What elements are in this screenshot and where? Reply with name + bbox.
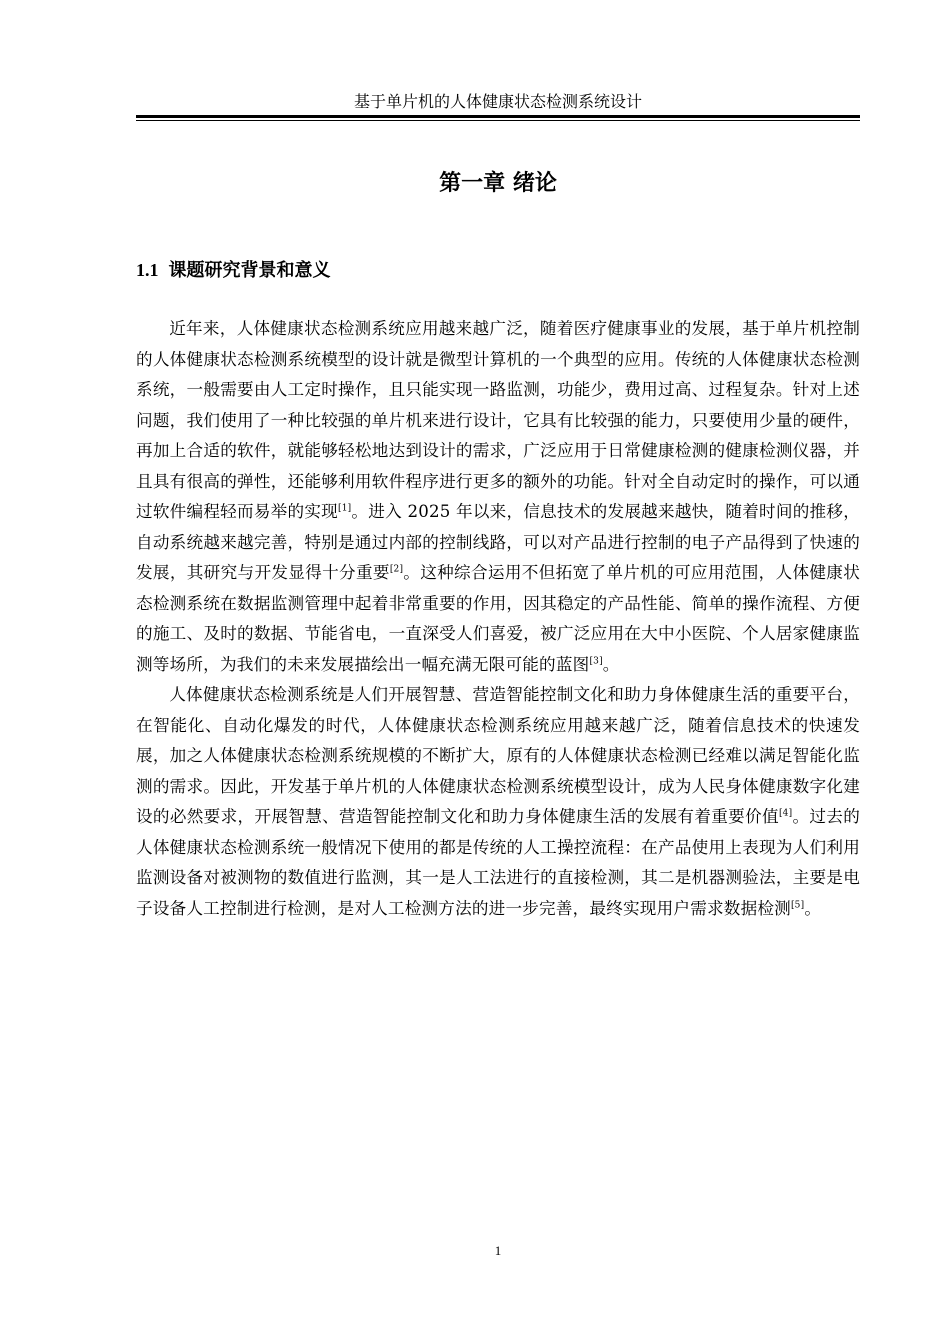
page-header: 基于单片机的人体健康状态检测系统设计 bbox=[353, 92, 642, 111]
citation: [2] bbox=[389, 564, 404, 575]
citation: [4] bbox=[778, 808, 793, 819]
paragraph-text: 。进入 2025 年以来，信息技术的发展越来越快，随着时间的推移，自动系统越来越完善，特别是通过内部的控制线路，可以对产品进行控制的电子产品得到了快速的发展，其研究与开发显得十分重要 bbox=[136, 502, 860, 582]
citation: [3] bbox=[589, 655, 603, 666]
page-number: 1 bbox=[494, 1243, 502, 1258]
body-text bbox=[136, 314, 860, 924]
paragraph-text: 。这种综合运用不但拓宽了单片机的可应用范围，人体健康状态检测系统在数据监测管理中起着非常重要的作用，因其稳定的产品性能、简单的操作流程、方便的施工、及时的数据、节能省电，一直深受人们喜爱，被广泛应用在大中小医院、个人居家健康监测等场所，为我们的未来发展描绘出一幅充满无限可能的蓝图 bbox=[136, 563, 861, 674]
chapter-title: 第一章 绪论 bbox=[439, 171, 557, 196]
paragraph bbox=[136, 314, 860, 680]
paragraph-text: 近年来，人体健康状态检测系统应用越来越广泛，随着医疗健康事业的发展，基于单片机控制的人体健康状态检测系统模型的设计就是微型计算机的一个典型的应用。传统的人体健康状态检测系统，一般需要由人工定时操作，且只能实现一路监测，功能少，费用过高、过程复杂。针对上述问题，我们使用了一种比较强的单片机来进行设计，它具有比较强的能力，只要使用少量的硬件，再加上合适的软件，就能够轻松地达到设计的需求，广泛应用于日常健康检测的健康检测仪器，并且具有很高的弹性，还能够利用软件程序进行更多的额外的功能。针对全自动定时的操作，可以通过软件编程轻而易举的实现 bbox=[136, 319, 860, 521]
citation: [5] bbox=[790, 899, 805, 910]
section-heading bbox=[136, 256, 860, 285]
section-title: 课题研究背景和意义 bbox=[168, 260, 331, 281]
paragraph-text: 人体健康状态检测系统是人们开展智慧、营造智能控制文化和助力身体健康生活的重要平台，在智能化、自动化爆发的时代，人体健康状态检测系统应用越来越广泛，随着信息技术的快速发展，加之人体健康状态检测系统规模的不断扩大，原有的人体健康状态检测已经难以满足智能化监测的需求。因此，开发基于单片机的人体健康状态检测系统模型设计，成为人民身体健康数字化建设的必然要求，开展智慧、营造智能控制文化和助力身体健康生活的发展有着重要价值 bbox=[136, 685, 860, 826]
section-number: 1.1 bbox=[136, 260, 159, 280]
citation: [1] bbox=[338, 503, 352, 514]
header-rule-thin bbox=[136, 120, 860, 121]
paragraph-text: 。 bbox=[602, 654, 620, 674]
paragraph-text: 。 bbox=[804, 898, 822, 918]
paragraph bbox=[136, 680, 860, 924]
header-rule-thick bbox=[136, 115, 860, 118]
paragraph-text: 。过去的人体健康状态检测系统一般情况下使用的都是传统的人工操控流程：在产品使用上表现为人们利用监测设备对被测物的数值进行监测，其一是人工法进行的直接检测，其二是机器测验法，主要是电子设备人工控制进行检测，是对人工检测方法的进一步完善，最终实现用户需求数据检测 bbox=[136, 807, 860, 918]
